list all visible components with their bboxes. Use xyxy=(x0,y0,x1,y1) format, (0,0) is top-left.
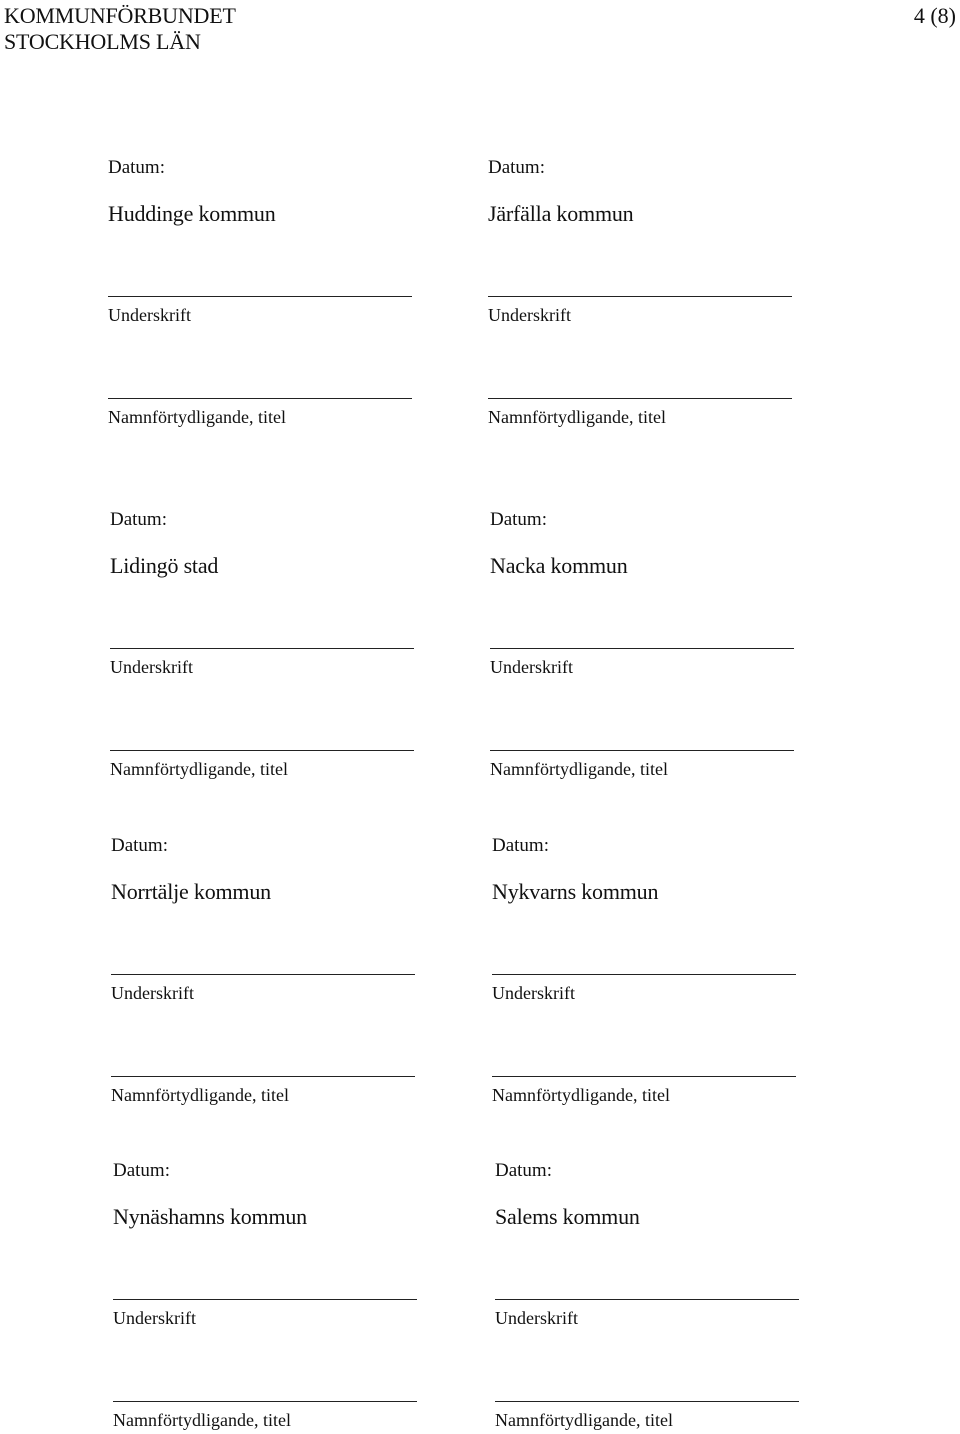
signature-line xyxy=(492,974,796,975)
date-label: Datum: xyxy=(111,835,168,856)
name-title-line xyxy=(492,1076,796,1077)
date-label: Datum: xyxy=(492,835,549,856)
name-title-caption: Namnförtydligande, titel xyxy=(108,407,286,427)
signature-caption: Underskrift xyxy=(495,1308,578,1328)
signature-caption: Underskrift xyxy=(111,983,194,1003)
municipality-name: Järfälla kommun xyxy=(488,201,634,226)
signature-caption: Underskrift xyxy=(492,983,575,1003)
page-number: 4 (8) xyxy=(913,3,956,28)
date-label: Datum: xyxy=(113,1160,170,1181)
date-label: Datum: xyxy=(490,509,547,530)
municipality-name: Salems kommun xyxy=(495,1204,640,1229)
name-title-caption: Namnförtydligande, titel xyxy=(492,1085,670,1105)
municipality-name: Nynäshamns kommun xyxy=(113,1204,307,1229)
signature-line xyxy=(488,296,792,297)
organization-name-line1: KOMMUNFÖRBUNDET xyxy=(4,3,236,28)
name-title-caption: Namnförtydligande, titel xyxy=(113,1410,291,1430)
date-label: Datum: xyxy=(110,509,167,530)
organization-header xyxy=(4,3,236,55)
municipality-name: Nykvarns kommun xyxy=(492,879,659,904)
name-title-line xyxy=(488,398,792,399)
signature-caption: Underskrift xyxy=(110,657,193,677)
name-title-caption: Namnförtydligande, titel xyxy=(488,407,666,427)
signature-line xyxy=(110,648,414,649)
signature-line xyxy=(108,296,412,297)
date-label: Datum: xyxy=(108,157,165,178)
municipality-name: Lidingö stad xyxy=(110,553,219,578)
municipality-name: Norrtälje kommun xyxy=(111,879,271,904)
date-label: Datum: xyxy=(488,157,545,178)
name-title-caption: Namnförtydligande, titel xyxy=(490,759,668,779)
signature-caption: Underskrift xyxy=(488,305,571,325)
name-title-line xyxy=(495,1401,799,1402)
name-title-line xyxy=(110,750,414,751)
name-title-caption: Namnförtydligande, titel xyxy=(110,759,288,779)
municipality-name: Huddinge kommun xyxy=(108,201,276,226)
name-title-caption: Namnförtydligande, titel xyxy=(111,1085,289,1105)
name-title-line xyxy=(108,398,412,399)
date-label: Datum: xyxy=(495,1160,552,1181)
signature-line xyxy=(111,974,415,975)
signature-caption: Underskrift xyxy=(113,1308,196,1328)
municipality-name: Nacka kommun xyxy=(490,553,628,578)
name-title-line xyxy=(113,1401,417,1402)
organization-name-line2: STOCKHOLMS LÄN xyxy=(4,29,201,54)
name-title-line xyxy=(111,1076,415,1077)
signature-line xyxy=(495,1299,799,1300)
name-title-line xyxy=(490,750,794,751)
signature-caption: Underskrift xyxy=(490,657,573,677)
signature-line xyxy=(490,648,794,649)
signature-caption: Underskrift xyxy=(108,305,191,325)
signature-line xyxy=(113,1299,417,1300)
name-title-caption: Namnförtydligande, titel xyxy=(495,1410,673,1430)
